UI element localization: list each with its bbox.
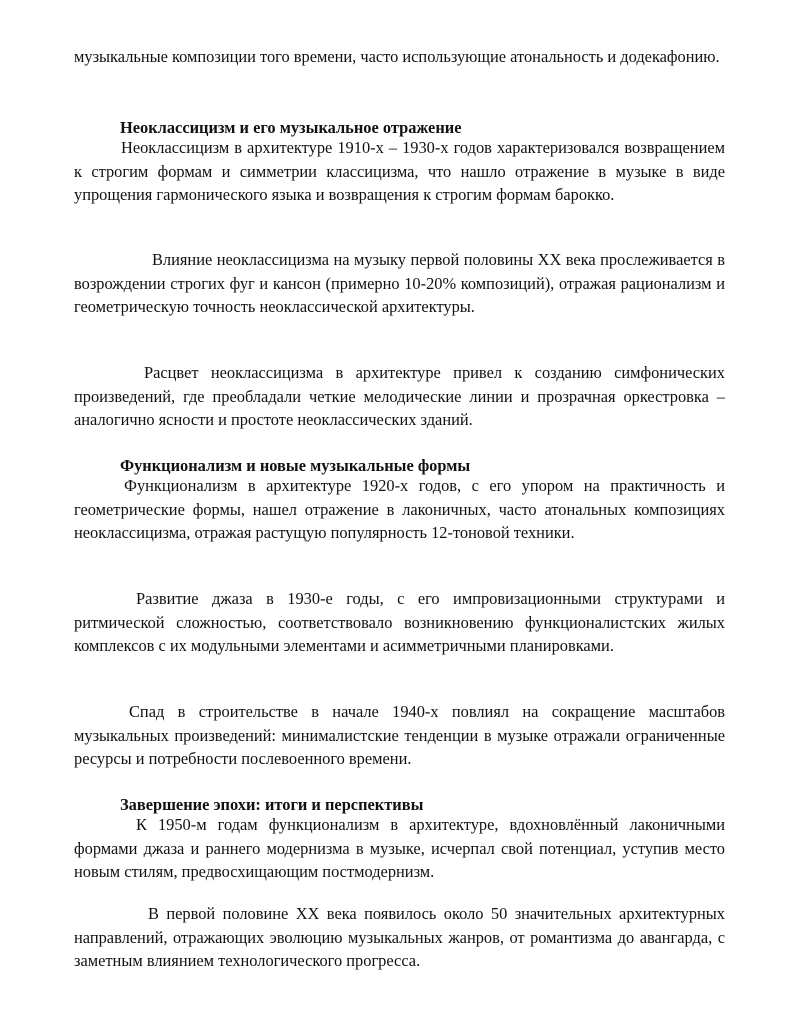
section-heading-conclusion: Завершение эпохи: итоги и перспективы <box>120 795 424 814</box>
paragraph-functionalism-3: Спад в строительстве в начале 1940-х повлиял на сокращение масштабов музыкальных произведений: минималистские тенденции в музыке отражали ограниченные ресурсы и потребности послевоенного времени. <box>74 702 725 769</box>
intro-paragraph: музыкальные композиции того времени, часто использующие атональность и додекафонию. <box>74 47 720 66</box>
paragraph-functionalism-2: Развитие джаза в 1930-е годы, с его импровизационными структурами и ритмической сложностью, соответствовало возникновению функционалистских жилых комплексов с их модульными элементами и асимметричными планировками. <box>74 589 725 656</box>
section-heading-functionalism: Функционализм и новые музыкальные формы <box>120 456 471 475</box>
paragraph-functionalism-1: Функционализм в архитектуре 1920-х годов, с его упором на практичность и геометрические формы, нашел отражение в лаконичных, часто атональных композициях неоклассицизма, отражая растущую популярность 12-тоновой техники. <box>74 476 725 543</box>
paragraph-conclusion-2: В первой половине XX века появилось около 50 значительных архитектурных направлений, отражающих эволюцию музыкальных жанров, от романтизма до авангарда, с заметным влиянием технологического прогресса. <box>74 904 725 971</box>
paragraph-neoclassicism-3: Расцвет неоклассицизма в архитектуре привел к созданию симфонических произведений, где преобладали четкие мелодические линии и прозрачная оркестровка – аналогично ясности и простоте неоклассических зданий. <box>74 363 725 430</box>
paragraph-neoclassicism-1: Неоклассицизм в архитектуре 1910-х – 1930-х годов характеризовался возвращением к строгим формам и симметрии классицизма, что нашло отражение в музыке в виде упрощения гармонического языка и возвращения к строгим формам барокко. <box>74 138 725 205</box>
paragraph-neoclassicism-2: Влияние неоклассицизма на музыку первой половины XX века прослеживается в возрождении строгих фуг и кансон (примерно 10-20% композиций), отражая рационализм и геометрическую точность неоклассической архитектуры. <box>74 250 725 317</box>
section-heading-neoclassicism: Неоклассицизм и его музыкальное отражение <box>120 118 462 137</box>
paragraph-conclusion-1: К 1950-м годам функционализм в архитектуре, вдохновлённый лаконичными формами джаза и раннего модернизма в музыке, исчерпал свой потенциал, уступив место новым стилям, предвосхищающим постмодернизм. <box>74 815 725 882</box>
